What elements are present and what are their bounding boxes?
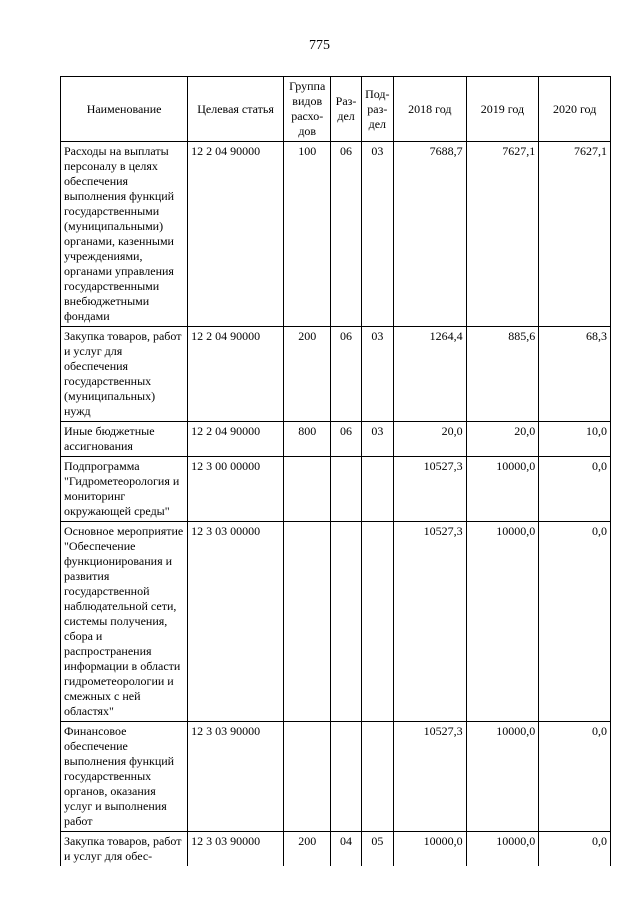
row-2020: 10,0 bbox=[539, 422, 611, 457]
row-2019: 10000,0 bbox=[466, 722, 539, 832]
header-2019: 2019 год bbox=[466, 77, 539, 142]
row-section bbox=[331, 457, 361, 522]
row-section: 06 bbox=[331, 327, 361, 422]
row-name: Подпрограмма "Гидрометеорология и мониторинг окружающей среды" bbox=[61, 457, 188, 522]
table-row bbox=[61, 422, 611, 457]
row-2020: 0,0 bbox=[539, 457, 611, 522]
row-2019: 20,0 bbox=[466, 422, 539, 457]
row-2019: 885,6 bbox=[466, 327, 539, 422]
row-target-article: 12 3 03 90000 bbox=[188, 722, 284, 832]
row-target-article: 12 2 04 90000 bbox=[188, 422, 284, 457]
row-2020: 0,0 bbox=[539, 722, 611, 832]
header-target-article: Целевая статья bbox=[188, 77, 284, 142]
table-row bbox=[61, 722, 611, 832]
row-2019: 7627,1 bbox=[466, 142, 539, 327]
row-expense-group: 200 bbox=[284, 832, 331, 867]
row-name: Основное мероприятие "Обеспечение функционирования и развития государственной наблюдательной сети, системы получения, сбора и распространения информации в области гидрометеорологии и смежных с ней областях" bbox=[61, 522, 188, 722]
row-2019: 10000,0 bbox=[466, 832, 539, 867]
row-2020: 68,3 bbox=[539, 327, 611, 422]
header-expense-group: Группа видов расхо-дов bbox=[284, 77, 331, 142]
row-2020: 0,0 bbox=[539, 832, 611, 867]
row-target-article: 12 2 04 90000 bbox=[188, 327, 284, 422]
row-expense-group bbox=[284, 722, 331, 832]
row-subsection: 03 bbox=[361, 142, 393, 327]
row-section bbox=[331, 522, 361, 722]
table-row bbox=[61, 457, 611, 522]
row-2018: 10527,3 bbox=[393, 457, 466, 522]
row-subsection bbox=[361, 522, 393, 722]
header-section: Раз-дел bbox=[331, 77, 361, 142]
row-expense-group: 100 bbox=[284, 142, 331, 327]
row-subsection bbox=[361, 722, 393, 832]
row-2018: 10000,0 bbox=[393, 832, 466, 867]
table-row bbox=[61, 832, 611, 867]
row-2019: 10000,0 bbox=[466, 457, 539, 522]
row-expense-group: 800 bbox=[284, 422, 331, 457]
row-name: Расходы на выплаты персоналу в целях обеспечения выполнения функций государственными (муниципальными) органами, казенными учреждениями, органами управления государственными внебюджетными фондами bbox=[61, 142, 188, 327]
row-expense-group: 200 bbox=[284, 327, 331, 422]
header-subsection: Под-раз-дел bbox=[361, 77, 393, 142]
row-expense-group bbox=[284, 522, 331, 722]
row-subsection bbox=[361, 457, 393, 522]
table-header-row bbox=[61, 77, 611, 142]
table-row bbox=[61, 142, 611, 327]
header-2018: 2018 год bbox=[393, 77, 466, 142]
table-row bbox=[61, 522, 611, 722]
row-2018: 10527,3 bbox=[393, 522, 466, 722]
row-section: 06 bbox=[331, 422, 361, 457]
row-2018: 7688,7 bbox=[393, 142, 466, 327]
row-2020: 0,0 bbox=[539, 522, 611, 722]
row-name: Закупка товаров, работ и услуг для обеспечения государственных (муниципальных) нужд bbox=[61, 327, 188, 422]
page-number: 775 bbox=[309, 38, 330, 53]
row-subsection: 03 bbox=[361, 422, 393, 457]
row-target-article: 12 3 00 00000 bbox=[188, 457, 284, 522]
row-section: 04 bbox=[331, 832, 361, 867]
budget-table bbox=[60, 76, 611, 866]
row-expense-group bbox=[284, 457, 331, 522]
table-row bbox=[61, 327, 611, 422]
row-2018: 20,0 bbox=[393, 422, 466, 457]
row-target-article: 12 3 03 00000 bbox=[188, 522, 284, 722]
row-2018: 1264,4 bbox=[393, 327, 466, 422]
row-section: 06 bbox=[331, 142, 361, 327]
header-2020: 2020 год bbox=[539, 77, 611, 142]
row-2020: 7627,1 bbox=[539, 142, 611, 327]
row-subsection: 05 bbox=[361, 832, 393, 867]
header-name: Наименование bbox=[61, 77, 188, 142]
row-target-article: 12 2 04 90000 bbox=[188, 142, 284, 327]
row-target-article: 12 3 03 90000 bbox=[188, 832, 284, 867]
row-subsection: 03 bbox=[361, 327, 393, 422]
row-name: Иные бюджетные ассигнования bbox=[61, 422, 188, 457]
row-name: Финансовое обеспечение выполнения функций государственных органов, оказания услуг и выполнения работ bbox=[61, 722, 188, 832]
row-name: Закупка товаров, работ и услуг для обес- bbox=[61, 832, 188, 867]
row-section bbox=[331, 722, 361, 832]
row-2019: 10000,0 bbox=[466, 522, 539, 722]
row-2018: 10527,3 bbox=[393, 722, 466, 832]
